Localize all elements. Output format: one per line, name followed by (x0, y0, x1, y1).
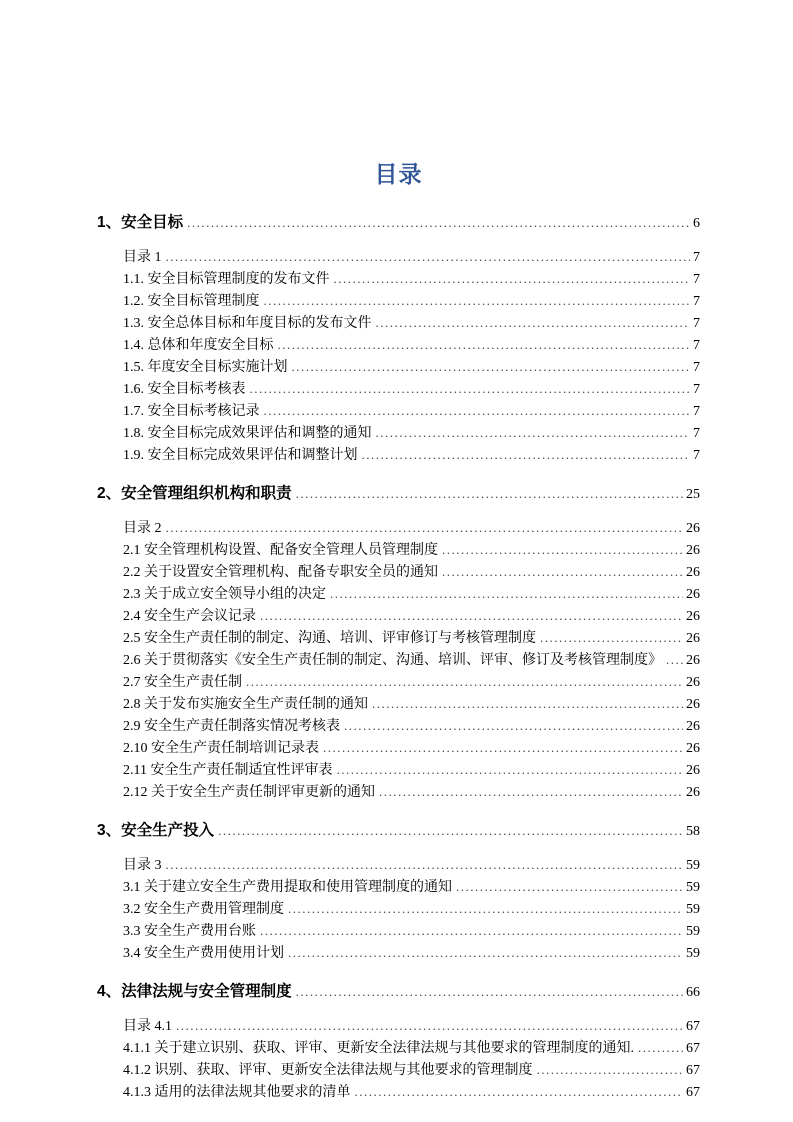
toc-entry[interactable] (97, 715, 700, 737)
dot-leader (278, 334, 691, 355)
toc-entry-page: 67 (686, 1041, 700, 1056)
toc-entry-label: 3.1 关于建立安全生产费用提取和使用管理制度的通知 (123, 880, 452, 895)
toc-entry-label: 1.7. 安全目标考核记录 (123, 404, 260, 419)
toc-entry-page: 26 (686, 609, 700, 624)
toc-entry-page: 26 (686, 631, 700, 646)
toc-entry-page: 7 (693, 294, 700, 309)
toc-entry-label: 2.7 安全生产责任制 (123, 675, 242, 690)
toc-entry[interactable] (97, 334, 700, 356)
dot-leader (372, 693, 683, 714)
toc-entry-page: 67 (686, 1019, 700, 1034)
dot-leader (260, 605, 683, 626)
toc-entry-page: 7 (693, 404, 700, 419)
dot-leader (260, 920, 683, 941)
toc-heading-page: 66 (686, 985, 700, 1000)
dot-leader (166, 517, 684, 538)
dot-leader (379, 781, 683, 802)
table-of-contents (97, 212, 700, 1103)
toc-entry-page: 59 (686, 924, 700, 939)
toc-entry-label: 3.4 安全生产费用使用计划 (123, 946, 284, 961)
toc-entry-label: 1.1. 安全目标管理制度的发布文件 (123, 272, 330, 287)
toc-entry-page: 26 (686, 543, 700, 558)
toc-entry[interactable] (97, 561, 700, 583)
toc-entry[interactable] (97, 759, 700, 781)
toc-entry-label: 4.1.1 关于建立识别、获取、评审、更新安全法律法规与其他要求的管理制度的通知. (123, 1041, 634, 1056)
dot-leader (264, 290, 691, 311)
toc-entry[interactable] (97, 693, 700, 715)
toc-entry[interactable] (97, 1015, 700, 1037)
toc-entry-label: 2.11 安全生产责任制适宜性评审表 (123, 763, 333, 778)
toc-entry-page: 7 (693, 360, 700, 375)
toc-entry-label: 2.1 安全管理机构设置、配备安全管理人员管理制度 (123, 543, 438, 558)
toc-entry-page: 7 (693, 426, 700, 441)
toc-heading-row[interactable] (97, 483, 700, 505)
toc-entry[interactable] (97, 876, 700, 898)
dot-leader (540, 627, 683, 648)
toc-items (97, 1015, 700, 1103)
toc-section (97, 483, 700, 803)
toc-heading-label: 4、法律法规与安全管理制度 (97, 983, 292, 1000)
toc-entry-page: 59 (686, 880, 700, 895)
toc-entry-label: 目录 2 (123, 521, 162, 536)
toc-entry-label: 1.8. 安全目标完成效果评估和调整的通知 (123, 426, 372, 441)
dot-leader (296, 981, 683, 1002)
toc-entry-page: 7 (693, 338, 700, 353)
toc-heading-label: 2、安全管理组织机构和职责 (97, 485, 292, 502)
dot-leader (442, 539, 683, 560)
toc-entry[interactable] (97, 781, 700, 803)
toc-entry-page: 26 (686, 587, 700, 602)
dot-leader (323, 737, 683, 758)
toc-entry[interactable] (97, 854, 700, 876)
toc-entry-page: 7 (693, 272, 700, 287)
toc-entry-label: 2.10 安全生产责任制培训记录表 (123, 741, 319, 756)
dot-leader (166, 854, 684, 875)
toc-entry-page: 26 (686, 565, 700, 580)
dot-leader (376, 312, 691, 333)
toc-entry-label: 2.8 关于发布实施安全生产责任制的通知 (123, 697, 368, 712)
toc-entry-label: 1.3. 安全总体目标和年度目标的发布文件 (123, 316, 372, 331)
toc-entry-page: 26 (686, 675, 700, 690)
dot-leader (537, 1059, 684, 1080)
toc-entry[interactable] (97, 1037, 700, 1059)
toc-entry-page: 59 (686, 946, 700, 961)
toc-entry[interactable] (97, 1059, 700, 1081)
toc-entry[interactable] (97, 649, 700, 671)
toc-entry-page: 7 (693, 316, 700, 331)
toc-entry-page: 26 (686, 697, 700, 712)
toc-entry[interactable] (97, 605, 700, 627)
toc-entry-page: 26 (686, 653, 700, 668)
toc-entry-page: 7 (693, 382, 700, 397)
toc-entry[interactable] (97, 290, 700, 312)
toc-entry-label: 目录 4.1 (123, 1019, 172, 1034)
toc-title: 目录 (374, 161, 423, 187)
dot-leader (166, 246, 691, 267)
dot-leader (456, 876, 683, 897)
toc-entry[interactable] (97, 312, 700, 334)
toc-entry-page: 59 (686, 902, 700, 917)
dot-leader (250, 378, 691, 399)
toc-entry-page: 26 (686, 785, 700, 800)
dot-leader (334, 268, 691, 289)
toc-entry-label: 4.1.2 识别、获取、评审、更新安全法律法规与其他要求的管理制度 (123, 1063, 533, 1078)
toc-entry-page: 67 (686, 1063, 700, 1078)
dot-leader (288, 898, 683, 919)
toc-heading-row[interactable] (97, 212, 700, 234)
dot-leader (296, 483, 683, 504)
dot-leader (344, 715, 683, 736)
toc-entry-label: 2.6 关于贯彻落实《安全生产责任制的制定、沟通、培训、评审、修订及考核管理制度》 (123, 653, 662, 668)
dot-leader (288, 942, 683, 963)
toc-entry[interactable] (97, 898, 700, 920)
toc-entry[interactable] (97, 942, 700, 964)
toc-entry-label: 2.5 安全生产责任制的制定、沟通、培训、评审修订与考核管理制度 (123, 631, 536, 646)
dot-leader (246, 671, 683, 692)
toc-section (97, 820, 700, 964)
dot-leader (176, 1015, 683, 1036)
toc-entry-label: 2.2 关于设置安全管理机构、配备专职安全员的通知 (123, 565, 438, 580)
toc-entry[interactable] (97, 539, 700, 561)
toc-entry[interactable] (97, 583, 700, 605)
toc-entry[interactable] (97, 737, 700, 759)
dot-leader (362, 444, 691, 465)
toc-entry[interactable] (97, 920, 700, 942)
dot-leader (666, 649, 683, 670)
dot-leader (442, 561, 683, 582)
toc-entry-label: 4.1.3 适用的法律法规其他要求的清单 (123, 1085, 351, 1100)
toc-entry-page: 7 (693, 250, 700, 265)
toc-entry[interactable] (97, 517, 700, 539)
toc-entry-page: 7 (693, 448, 700, 463)
toc-entry-label: 3.2 安全生产费用管理制度 (123, 902, 284, 917)
dot-leader (376, 422, 691, 443)
dot-leader (218, 820, 683, 841)
dot-leader (187, 212, 690, 233)
toc-entry[interactable] (97, 400, 700, 422)
toc-heading-page: 6 (693, 216, 700, 231)
toc-items (97, 854, 700, 964)
toc-entry-label: 1.9. 安全目标完成效果评估和调整计划 (123, 448, 358, 463)
toc-section (97, 212, 700, 466)
toc-entry-page: 26 (686, 521, 700, 536)
toc-entry-page: 59 (686, 858, 700, 873)
toc-entry[interactable] (97, 671, 700, 693)
toc-entry-page: 26 (686, 741, 700, 756)
toc-heading-row[interactable] (97, 981, 700, 1003)
dot-leader (264, 400, 691, 421)
toc-entry-label: 1.2. 安全目标管理制度 (123, 294, 260, 309)
dot-leader (292, 356, 691, 377)
toc-heading-page: 25 (686, 487, 700, 502)
dot-leader (355, 1081, 684, 1102)
toc-items (97, 517, 700, 803)
toc-entry-label: 2.12 关于安全生产责任制评审更新的通知 (123, 785, 375, 800)
toc-entry-label: 1.4. 总体和年度安全目标 (123, 338, 274, 353)
toc-heading-row[interactable] (97, 820, 700, 842)
toc-entry[interactable] (97, 378, 700, 400)
toc-entry-label: 1.6. 安全目标考核表 (123, 382, 246, 397)
toc-entry-label: 2.3 关于成立安全领导小组的决定 (123, 587, 326, 602)
toc-entry-page: 26 (686, 719, 700, 734)
toc-entry-label: 1.5. 年度安全目标实施计划 (123, 360, 288, 375)
toc-heading-label: 3、安全生产投入 (97, 822, 215, 839)
toc-entry-page: 67 (686, 1085, 700, 1100)
toc-entry[interactable] (97, 444, 700, 466)
toc-section (97, 981, 700, 1103)
toc-entry[interactable] (97, 246, 700, 268)
toc-entry[interactable] (97, 1081, 700, 1103)
toc-heading-page: 58 (686, 824, 700, 839)
toc-entry[interactable] (97, 268, 700, 290)
toc-items (97, 246, 700, 466)
toc-heading-label: 1、安全目标 (97, 214, 184, 231)
toc-entry[interactable] (97, 627, 700, 649)
toc-entry[interactable] (97, 422, 700, 444)
toc-entry-label: 2.4 安全生产会议记录 (123, 609, 256, 624)
toc-entry-label: 目录 1 (123, 250, 162, 265)
dot-leader (330, 583, 683, 604)
toc-entry-page: 26 (686, 763, 700, 778)
toc-entry-label: 目录 3 (123, 858, 162, 873)
dot-leader (638, 1037, 683, 1058)
toc-entry-label: 3.3 安全生产费用台账 (123, 924, 256, 939)
dot-leader (336, 759, 683, 780)
toc-entry[interactable] (97, 356, 700, 378)
toc-entry-label: 2.9 安全生产责任制落实情况考核表 (123, 719, 340, 734)
